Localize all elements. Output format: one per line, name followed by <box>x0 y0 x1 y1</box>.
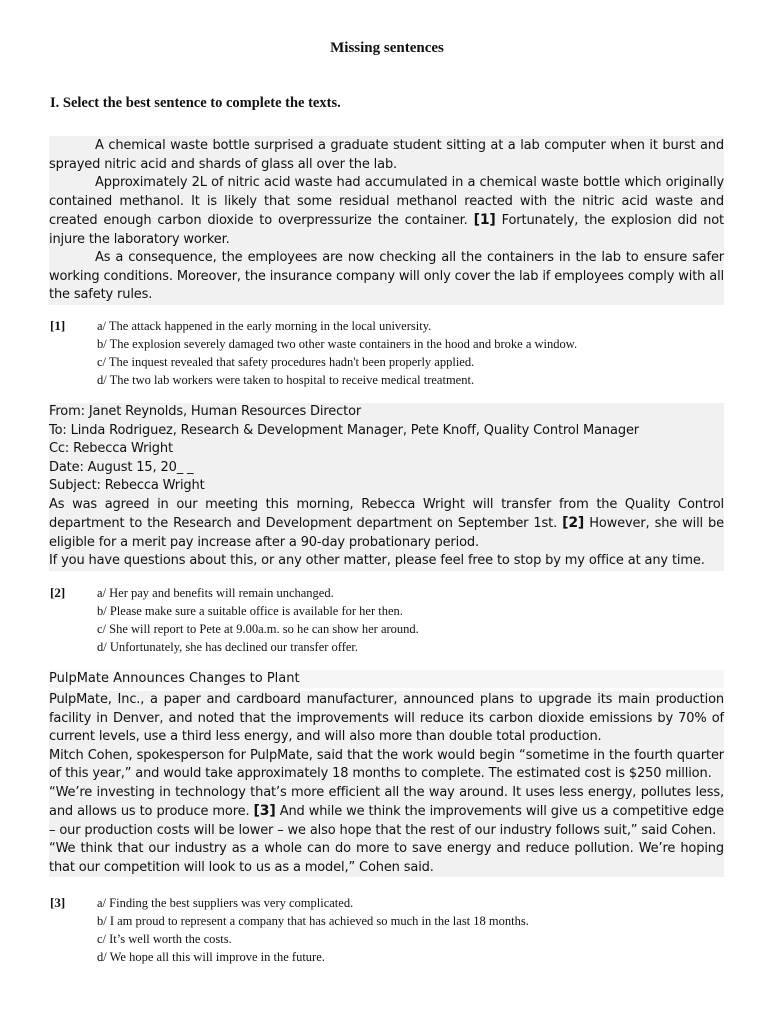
text-1-paragraph-3: As a consequence, the employees are now checking all the containers in the lab to ensure safer working conditions. Moreover, the insurance company will only cover the lab if employees comply with all the safety rules. <box>49 250 724 302</box>
page-title: Missing sentences <box>330 40 444 56</box>
memo-cc: Cc: Rebecca Wright <box>49 441 173 456</box>
text-3-article <box>49 691 724 877</box>
memo-closing: If you have questions about this, or any other matter, please feel free to stop by my office at any time. <box>49 553 705 568</box>
question-1-option-c: c/ The inquest revealed that safety procedures hadn't been properly applied. <box>97 355 475 369</box>
text-1-paragraph-2-after: Fortunately, the explosion did not injure the laboratory worker. <box>49 213 724 247</box>
memo-date: Date: August 15, 20_ _ <box>49 459 194 475</box>
text-3-paragraph-3 <box>49 784 724 841</box>
gap-marker-2: [2] <box>562 515 585 531</box>
memo-body-after: However, she will be eligible for a merit pay increase after a 90-day probationary period. <box>49 516 724 550</box>
text-3-paragraph-2: Mitch Cohen, spokesperson for PulpMate, said that the work would begin “sometime in the fourth quarter of this year,” and would take approximately 18 months to complete. The estimated cost is $250 million. <box>49 747 724 781</box>
text-3-paragraph-3-after: And while we think the improvements will give us a competitive edge – our production costs will be lower – we also hope that the rest of our industry follows suit,” said Cohen. <box>49 804 724 838</box>
question-3-option-a: a/ Finding the best suppliers was very complicated. <box>97 896 354 910</box>
question-1-option-a: a/ The attack happened in the early morning in the local university. <box>97 319 432 333</box>
text-3-paragraph-1: PulpMate, Inc., a paper and cardboard manufacturer, announced plans to upgrade its main production facility in Denver, and noted that the improvements will reduce its carbon dioxide emissions by 70% of current levels, use a third less energy, and will also more than double total production. <box>49 692 724 744</box>
text-2-memo <box>49 403 724 571</box>
text-1-paragraph-2-before: Approximately 2L of nitric acid waste had accumulated in a chemical waste bottle which originally contained methanol. It is likely that some residual methanol reacted with the nitric acid waste and created enough carbon dioxide to overpressurize the container. <box>49 175 724 228</box>
question-1-number: [1] <box>50 318 66 333</box>
gap-marker-1: [1] <box>473 212 496 228</box>
memo-subject: Subject: Rebecca Wright <box>49 478 205 493</box>
text-3-heading: PulpMate Announces Changes to Plant <box>49 670 724 688</box>
question-2-option-d: d/ Unfortunately, she has declined our transfer offer. <box>97 640 359 654</box>
text-3-paragraph-3-before: “We’re investing in technology that’s more efficient all the way around. It uses less energy, pollutes less, and allows us to produce more. <box>49 784 724 819</box>
question-2 <box>50 584 730 656</box>
memo-from: From: Janet Reynolds, Human Resources Director <box>49 404 362 419</box>
question-2-number: [2] <box>50 585 66 600</box>
question-3-number: [3] <box>50 895 66 910</box>
question-2-option-b: b/ Please make sure a suitable office is available for her then. <box>97 604 403 618</box>
question-3-option-c: c/ It’s well worth the costs. <box>97 932 232 946</box>
instruction-heading: I. Select the best sentence to complete the texts. <box>50 95 341 111</box>
memo-body-before: As was agreed in our meeting this morning, Rebecca Wright will transfer from the Quality Control department to the Research and Development department on September 1st. <box>49 496 724 531</box>
question-1-option-d: d/ The two lab workers were taken to hospital to receive medical treatment. <box>97 373 475 387</box>
question-3-option-b: b/ I am proud to represent a company that has achieved so much in the last 18 months. <box>97 914 529 928</box>
text-3-paragraph-4: “We think that our industry as a whole can do more to save energy and reduce pollution. We’re hoping that our competition will look to us as a model,” Cohen said. <box>49 841 724 875</box>
question-3 <box>50 894 730 966</box>
gap-marker-3: [3] <box>253 803 276 819</box>
question-3-option-d: d/ We hope all this will improve in the future. <box>97 950 325 964</box>
memo-to: To: Linda Rodriguez, Research & Development Manager, Pete Knoff, Quality Control Manager <box>49 422 639 438</box>
question-2-option-c: c/ She will report to Pete at 9.00a.m. so he can show her around. <box>97 622 419 636</box>
question-1 <box>50 317 730 389</box>
question-1-option-b: b/ The explosion severely damaged two other waste containers in the hood and broke a window. <box>97 337 578 351</box>
text-1-paragraph-1: A chemical waste bottle surprised a graduate student sitting at a lab computer when it burst and sprayed nitric acid and shards of glass all over the lab. <box>49 138 724 172</box>
memo-body <box>49 496 724 553</box>
text-1-passage <box>49 136 724 305</box>
question-2-option-a: a/ Her pay and benefits will remain unchanged. <box>97 586 334 600</box>
text-1-paragraph-2 <box>49 174 724 249</box>
